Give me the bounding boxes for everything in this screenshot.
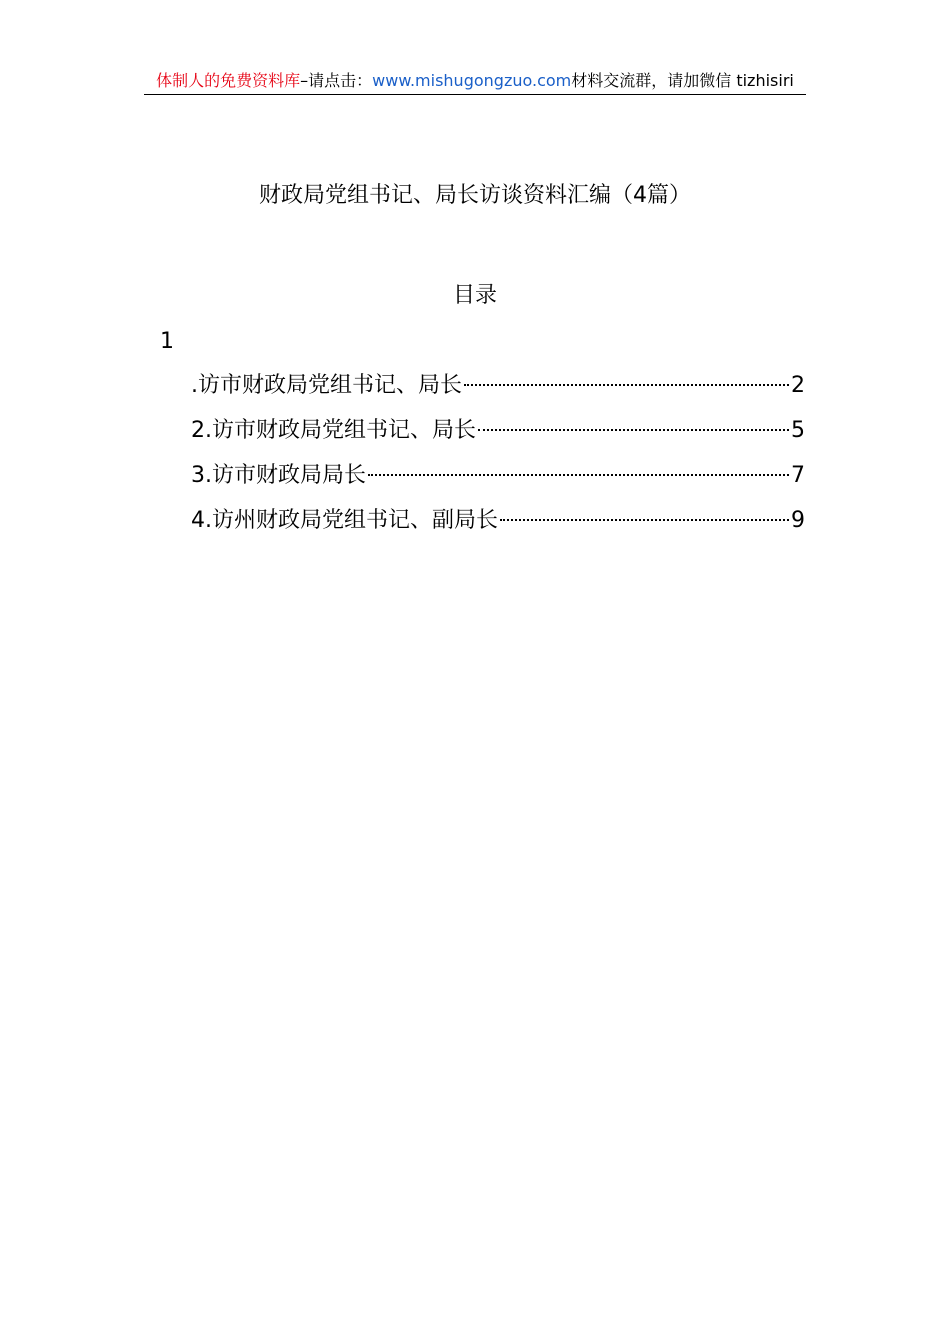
toc-entry-page: 5 (791, 418, 805, 443)
toc-leader-dots (464, 384, 789, 386)
toc-entry-page: 2 (791, 373, 805, 398)
toc-entry[interactable] (191, 460, 805, 505)
toc-entry-label: .访市财政局党组书记、局长 (191, 373, 462, 398)
toc-entry-page: 7 (791, 463, 805, 488)
page-header (144, 68, 806, 95)
toc-entry-label: 3.访市财政局局长 (191, 463, 366, 488)
toc-number: 1 (160, 329, 174, 354)
toc-entry-label: 4.访州财政局党组书记、副局长 (191, 508, 498, 533)
header-prompt: –请点击： (300, 71, 373, 90)
toc-entry[interactable] (191, 370, 805, 415)
toc-entry[interactable] (191, 505, 805, 550)
header-site-link[interactable]: www.mishugongzuo.com (372, 71, 572, 90)
toc-leader-dots (368, 474, 789, 476)
toc-list (191, 370, 805, 550)
toc-leader-dots (478, 429, 789, 431)
header-brand: 体制人的免费资料库 (156, 71, 301, 90)
toc-leader-dots (500, 519, 789, 521)
document-title: 财政局党组书记、局长访谈资料汇编（4篇） (259, 183, 691, 208)
toc-heading: 目录 (452, 283, 497, 308)
toc-entry-label: 2.访市财政局党组书记、局长 (191, 418, 476, 443)
toc-entry-page: 9 (791, 508, 805, 533)
header-note: 材料交流群，请加微信 tizhisiri (571, 71, 794, 90)
toc-entry[interactable] (191, 415, 805, 460)
